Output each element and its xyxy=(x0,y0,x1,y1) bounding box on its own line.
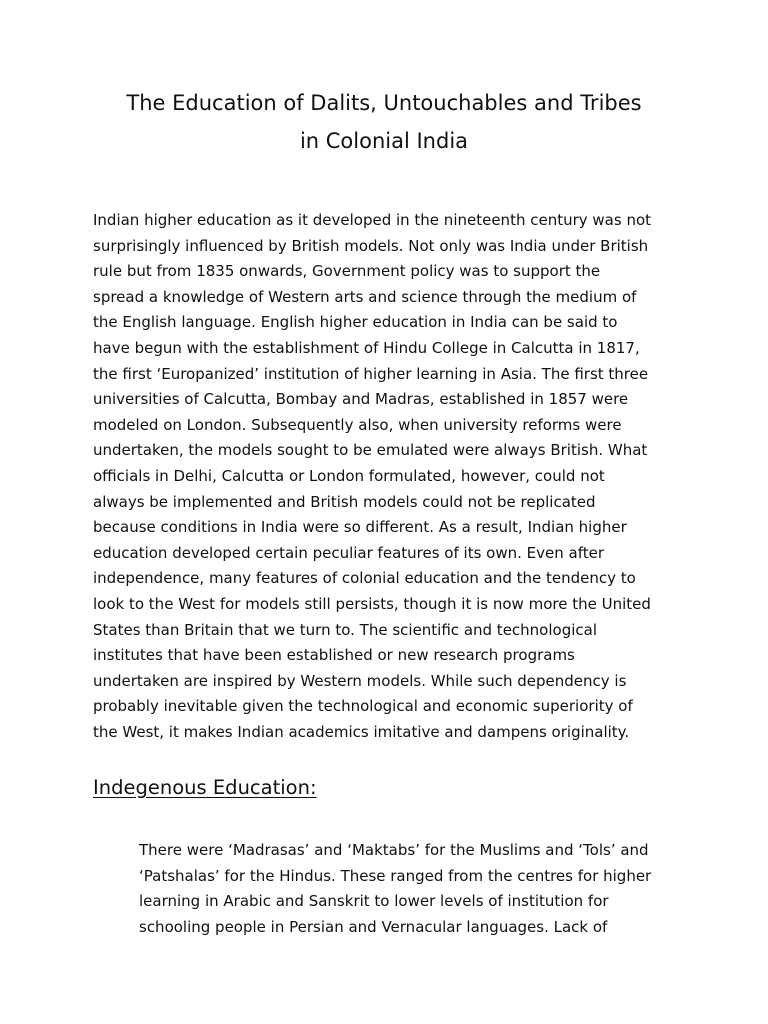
paragraph-line: the English language. English higher education in India can be said to xyxy=(93,313,618,332)
paragraph-line: schooling people in Persian and Vernacular languages. Lack of xyxy=(139,917,608,936)
paragraph-line: spread a knowledge of Western arts and science through the medium of xyxy=(93,287,637,306)
section-paragraph xyxy=(139,838,699,940)
paragraph-line: have begun with the establishment of Hindu College in Calcutta in 1817, xyxy=(93,338,640,357)
paragraph-line: Indian higher education as it developed in the nineteenth century was not xyxy=(93,211,652,229)
section-heading: Indegenous Education: xyxy=(93,776,317,799)
paragraph-line: rule but from 1835 onwards, Government policy was to support the xyxy=(93,262,601,281)
paragraph-line: officials in Delhi, Calcutta or London formulated, however, could not xyxy=(93,466,605,485)
paragraph-line: the West, it makes Indian academics imitative and dampens originality. xyxy=(93,722,630,741)
paragraph-line: universities of Calcutta, Bombay and Madras, established in 1857 were xyxy=(93,390,629,409)
paragraph-line: There were ‘Madrasas’ and ‘Maktabs’ for the Muslims and ‘Tols’ and xyxy=(139,841,649,859)
paragraph-line: ‘Patshalas’ for the Hindus. These ranged from the centres for higher xyxy=(139,866,652,885)
paragraph-line: States than Britain that we turn to. The scientific and technological xyxy=(93,620,597,639)
paragraph-line: learning in Arabic and Sanskrit to lower levels of institution for xyxy=(139,892,609,911)
paragraph-line: the first ‘Europanized’ institution of higher learning in Asia. The first three xyxy=(93,364,649,383)
paragraph-line: surprisingly influenced by British models. Not only was India under British xyxy=(93,236,649,255)
paragraph-line: look to the West for models still persists, though it is now more the United xyxy=(93,594,651,613)
paragraph-line: institutes that have been established or new research programs xyxy=(93,646,575,665)
paragraph-line: always be implemented and British models could not be replicated xyxy=(93,492,596,511)
paragraph-line: independence, many features of colonial education and the tendency to xyxy=(93,569,636,588)
title-line: The Education of Dalits, Untouchables and Tribes xyxy=(126,91,642,115)
paragraph-line: probably inevitable given the technological and economic superiority of xyxy=(93,697,633,716)
title-line: in Colonial India xyxy=(299,129,469,153)
intro-paragraph xyxy=(93,208,693,745)
document-title xyxy=(80,84,688,160)
paragraph-line: modeled on London. Subsequently also, when university reforms were xyxy=(93,415,622,434)
paragraph-line: because conditions in India were so different. As a result, Indian higher xyxy=(93,518,627,537)
paragraph-line: undertaken are inspired by Western models. While such dependency is xyxy=(93,671,627,690)
paragraph-line: undertaken, the models sought to be emulated were always British. What xyxy=(93,441,648,460)
paragraph-line: education developed certain peculiar features of its own. Even after xyxy=(93,543,604,562)
